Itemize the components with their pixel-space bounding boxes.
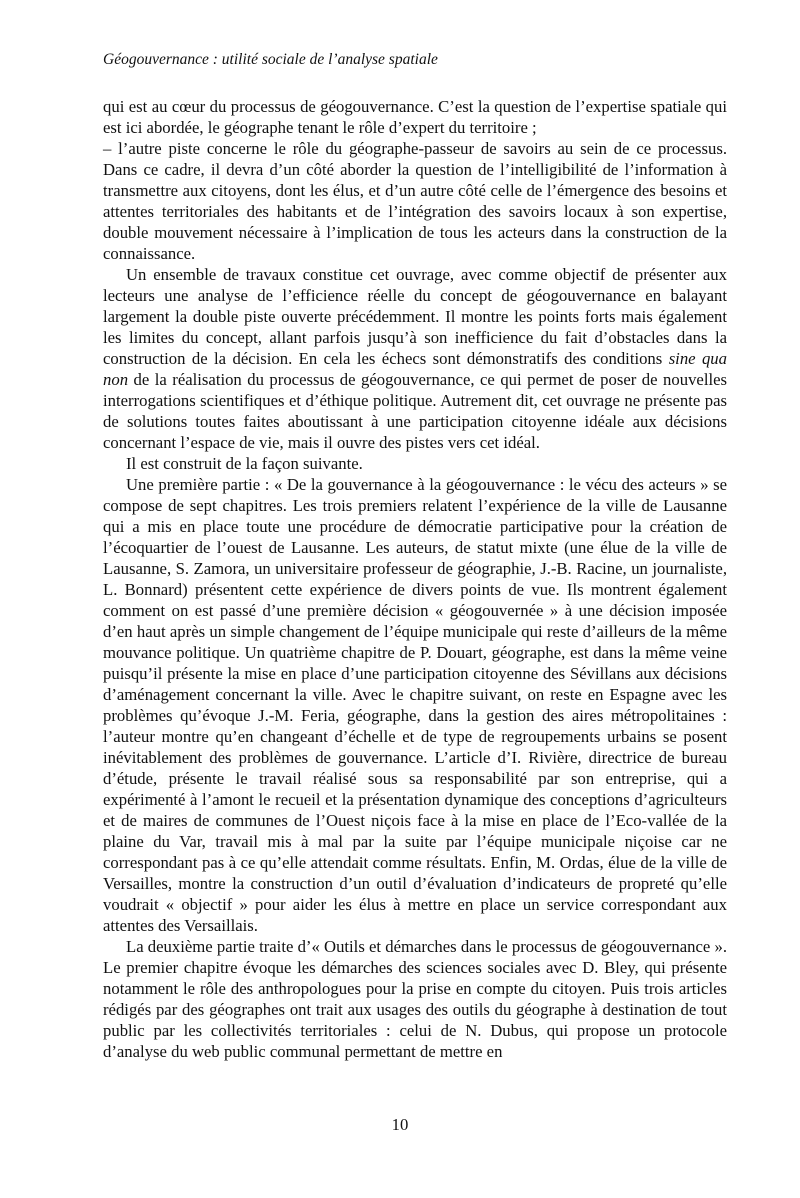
paragraph-part-one: Une première partie : « De la gouvernance à la géogouvernance : le vécu des acteurs » se compose de sept chapitres. Les trois premiers relatent l’expérience de la ville de Lausanne qui a mis en place toute une procédure de démocratie participative pour la création de l’écoquartier de l’ouest de Lausanne. Les auteurs, de statut mixte (une élue de la ville de Lausanne, S. Zamora, un universitaire professeur de géographie, J.-B. Racine, un journaliste, L. Bonnard) présentent cette expérience de divers points de vue. Ils montrent également comment on est passé d’une première décision « géogouvernée » à une décision imposée d’en haut après un simple changement de l’équipe municipale qui reste d’ailleurs de la même mouvance politique. Un quatrième chapitre de P. Douart, géographe, est dans la même veine puisqu’il présente la mise en place d’une participation citoyenne des Sévillans aux décisions d’aménagement concernant la ville. Avec le chapitre suivant, on reste en Espagne avec les problèmes qu’évoque J.-M. Feria, géographe, dans la gestion des aires métropolitaines : l’auteur montre qu’en changeant d’échelle et de type de regroupements urbains se posent inévitablement des problèmes de gouvernance. L’article d’I. Rivière, directrice de bureau d’étude, présente le travail réalisé sous sa responsabilité par son entreprise, qui a expérimenté à l’amont le recueil et la présentation dynamique des conceptions d’agriculteurs et de maires de communes de l’Ouest niçois face à la mise en place de l’Eco-vallée de la plaine du Var, travail mis à mal par la suite par l’équipe municipale niçoise car ne correspondant pas à ce qu’elle attendait comme résultats. Enfin, M. Ordas, élue de la ville de Versailles, montre la construction d’un outil d’évaluation d’indicateurs de propreté qu’elle voudrait « objectif » pour aider les élus à mettre en place un service correspondant aux attentes des Versaillais. — [103, 475, 727, 935]
paragraph-overview-part-1: Un ensemble de travaux constitue cet ouvrage, avec comme objectif de présenter aux lecteurs une analyse de l’efficience réelle du concept de géogouvernance en balayant largement la double piste ouverte précédemment. Il montre les points forts mais également les limites du concept, allant parfois jusqu’à son inefficience du fait d’obstacles dans la construction de la décision. En cela les échecs sont démonstratifs des conditions — [103, 265, 727, 368]
italic-term: sine qua non — [103, 349, 727, 389]
paragraph-continuation: qui est au cœur du processus de géogouvernance. C’est la question de l’expertise spatiale qui est ici abordée, le géographe tenant le rôle d’expert du territoire ; — [103, 97, 727, 137]
paragraph-overview-part-2: de la réalisation du processus de géogouvernance, ce qui permet de poser de nouvelles interrogations scientifiques et d’éthique politique. Autrement dit, cet ouvrage ne présente pas de solutions toutes faites aboutissant à une participation citoyenne idéale aux décisions concernant l’espace de vie, mais il ouvre des pistes vers cet idéal. — [103, 370, 727, 452]
body-text — [103, 96, 727, 1062]
page-number: 10 — [391, 1115, 409, 1134]
running-head: Géogouvernance : utilité sociale de l’analyse spatiale — [103, 51, 438, 68]
paragraph-part-two: La deuxième partie traite d’« Outils et démarches dans le processus de géogouvernance ». Le premier chapitre évoque les démarches des sciences sociales avec D. Bley, qui présente notamment le rôle des anthropologues pour la prise en compte du citoyen. Puis trois articles rédigés par des géographes ont trait aux usages des outils du géographe à destination de tout public par les collectivités territoriales : celui de N. Dubus, qui propose un protocole d’analyse du web public communal permettant de mettre en — [103, 937, 727, 1061]
paragraph-structure: Il est construit de la façon suivante. — [126, 454, 363, 473]
paragraph-dash-item: – l’autre piste concerne le rôle du géographe-passeur de savoirs au sein de ce processus. Dans ce cadre, il devra d’un côté aborder la question de l’intelligibilité de l’information à transmettre aux citoyens, dont les élus, et d’un autre côté celle de l’émergence des besoins et attentes territoriales des habitants et de l’intégration des savoirs locaux à son expertise, double mouvement nécessaire à l’implication de tous les acteurs dans la construction de la connaissance. — [103, 139, 727, 263]
paragraph-overview — [103, 264, 727, 453]
